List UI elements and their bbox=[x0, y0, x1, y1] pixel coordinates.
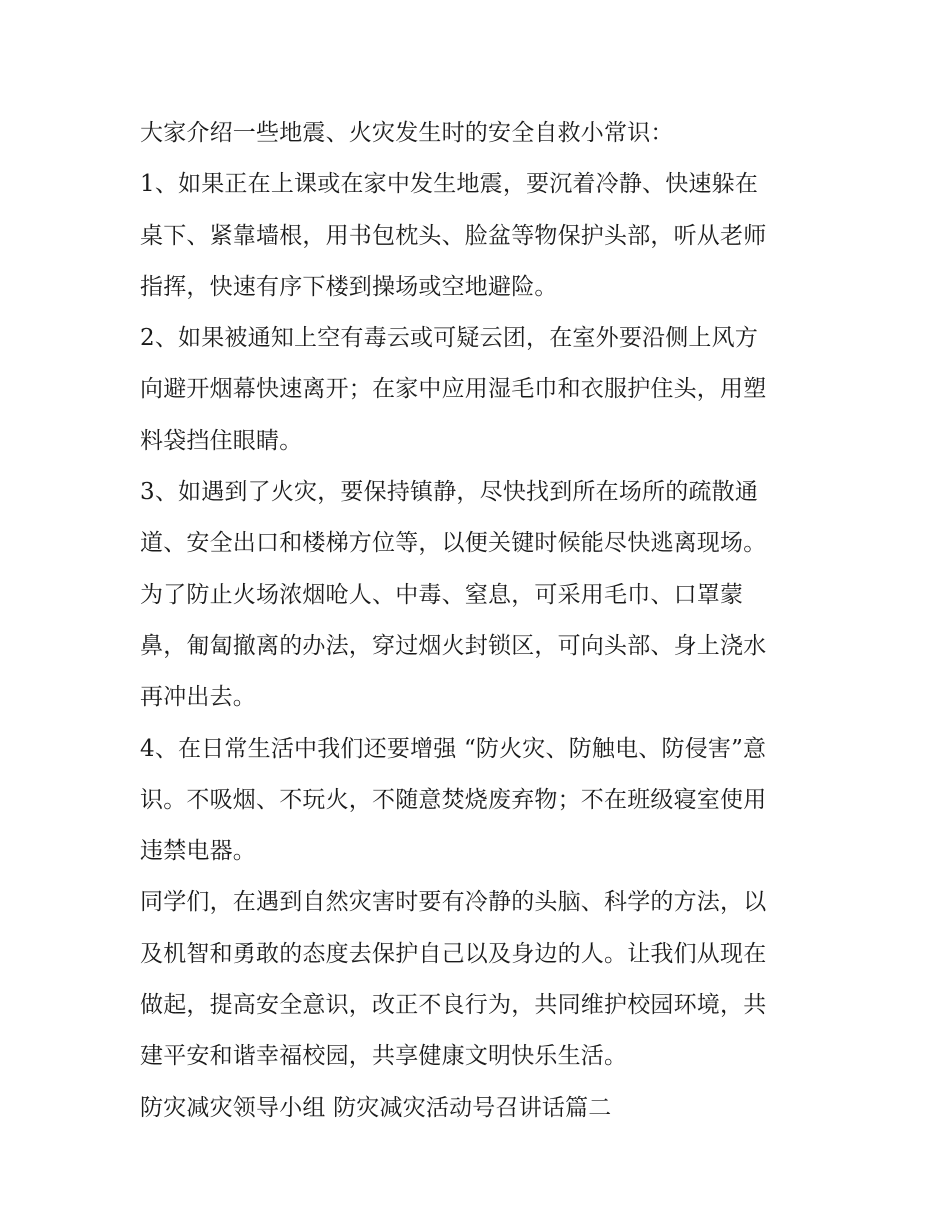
text-line: 同学们，在遇到自然灾害时要有冷静的头脑、科学的方法，以 bbox=[140, 889, 767, 916]
text-line: 料袋挡住眼睛。 bbox=[140, 427, 303, 454]
text-line: 指挥，快速有序下楼到操场或空地避险。 bbox=[140, 273, 558, 300]
text-line: 向避开烟幕快速离开；在家中应用湿毛巾和衣服护住头，用塑 bbox=[140, 376, 767, 403]
text-line: 建平安和谐幸福校园，共享健康文明快乐生活。 bbox=[140, 1043, 628, 1070]
text-line: 道、安全出口和楼梯方位等，以便关键时候能尽快逃离现场。 bbox=[140, 530, 767, 557]
text-line: 识。不吸烟、不玩火，不随意焚烧废弃物；不在班级寝室使用 bbox=[140, 786, 767, 813]
text-line: 鼻，匍匐撤离的办法，穿过烟火封锁区，可向头部、身上浇水 bbox=[140, 632, 767, 659]
text-line: 1、如果正在上课或在家中发生地震，要沉着冷静、快速躲在 bbox=[140, 171, 759, 198]
text-line: 大家介绍一些地震、火灾发生时的安全自救小常识： bbox=[140, 120, 674, 146]
text-line: 4、在日常生活中我们还要增强 “防火灾、防触电、防侵害”意 bbox=[140, 735, 767, 762]
text-line: 再冲出去。 bbox=[140, 684, 256, 711]
text-line: 2、如果被通知上空有毒云或可疑云团，在室外要沿侧上风方 bbox=[140, 325, 759, 352]
text-line: 及机智和勇敢的态度去保护自己以及身边的人。让我们从现在 bbox=[140, 940, 767, 967]
document-body bbox=[140, 108, 820, 1134]
section-heading: 防灾减灾领导小组 防灾减灾活动号召讲话篇二 bbox=[140, 1094, 612, 1121]
text-line: 3、如遇到了火灾，要保持镇静，尽快找到所在场所的疏散通 bbox=[140, 479, 759, 506]
text-line: 做起，提高安全意识，改正不良行为，共同维护校园环境，共 bbox=[140, 992, 767, 1019]
text-line: 桌下、紧靠墙根，用书包枕头、脸盆等物保护头部，听从老师 bbox=[140, 222, 767, 249]
text-line: 为了防止火场浓烟呛人、中毒、窒息，可采用毛巾、口罩蒙 bbox=[140, 581, 744, 608]
text-line: 违禁电器。 bbox=[140, 838, 256, 865]
